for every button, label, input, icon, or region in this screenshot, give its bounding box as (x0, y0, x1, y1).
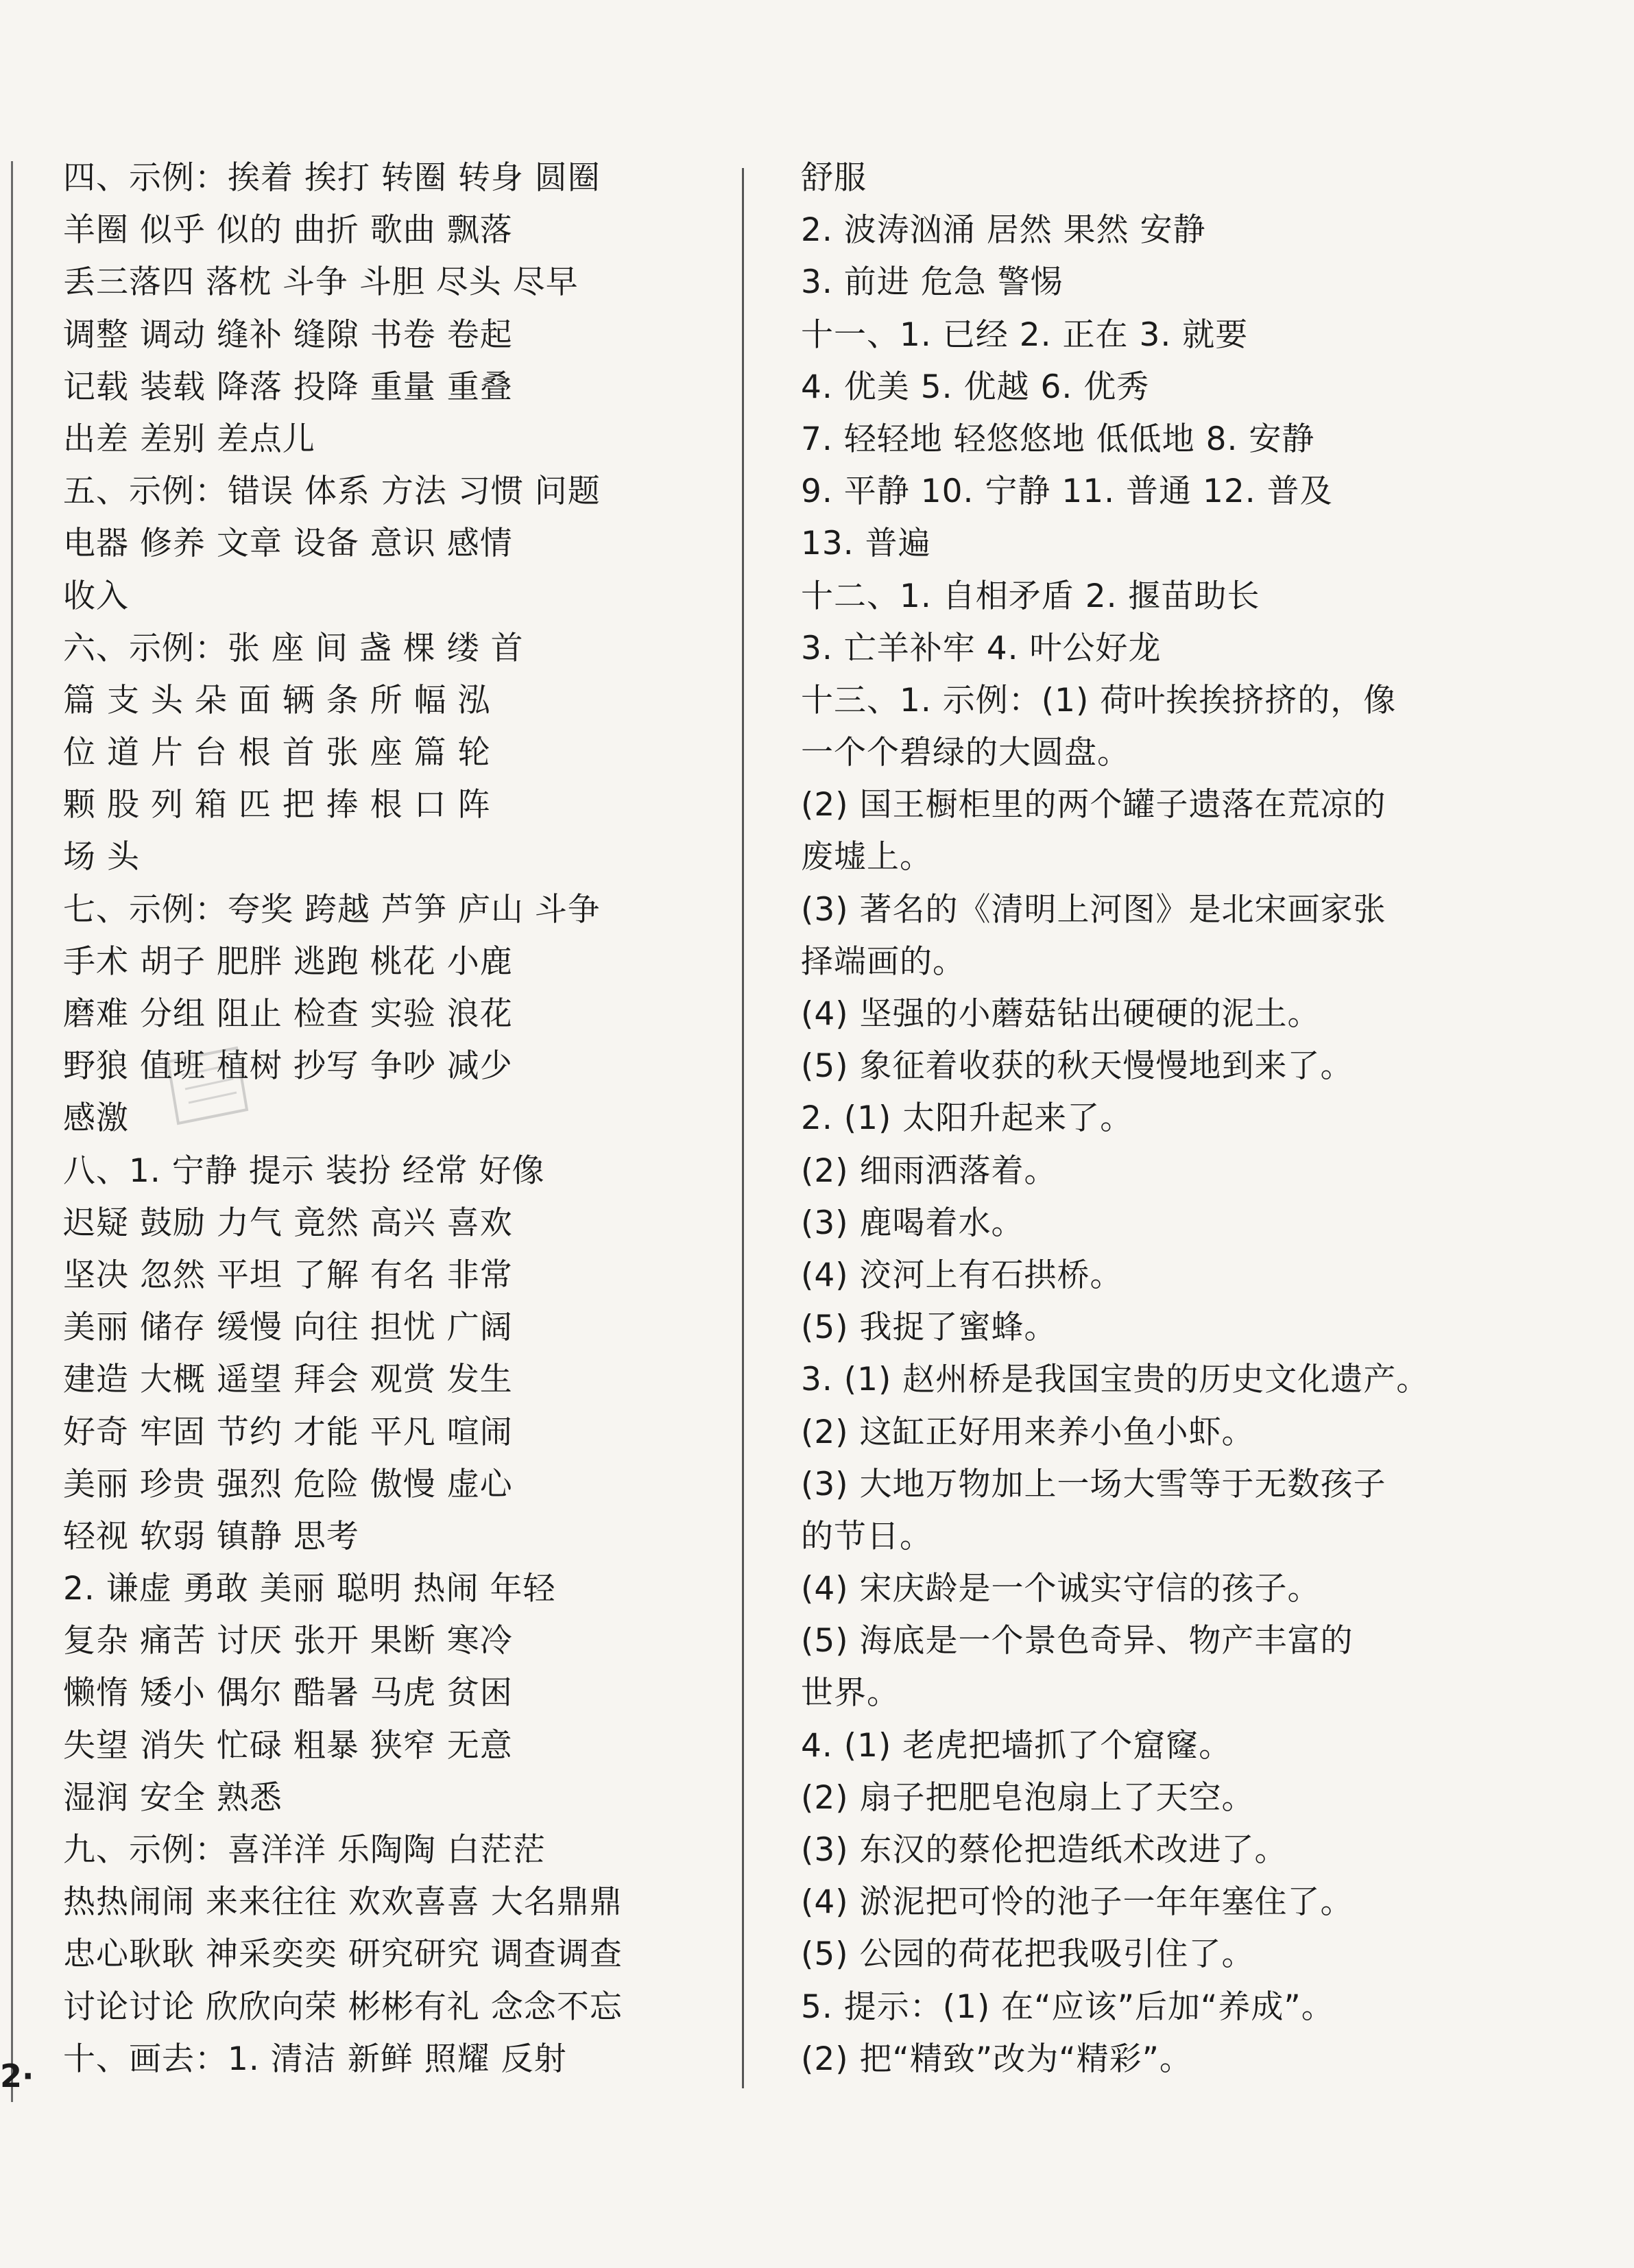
answer-line: (2) 把“精致”改为“精彩”。 (801, 2040, 1192, 2078)
answer-line: 建造 大概 遥望 拜会 观赏 发生 (63, 1361, 513, 1399)
answer-line: 废墟上。 (801, 838, 933, 876)
answer-line: (5) 公园的荷花把我吸引住了。 (801, 1935, 1255, 1974)
answer-line: 位 道 片 台 根 首 张 座 篇 轮 (63, 734, 491, 772)
answer-line: 舒服 (801, 159, 867, 197)
answer-line: 2. (1) 太阳升起来了。 (801, 1099, 1133, 1138)
answer-line: 忠心耿耿 神采奕奕 研究研究 调查调查 (63, 1935, 623, 1974)
answer-line: 13. 普遍 (801, 525, 931, 563)
answer-line: 电器 修养 文章 设备 意识 感情 (63, 525, 513, 563)
answer-line: 3. (1) 赵州桥是我国宝贵的历史文化遗产。 (801, 1361, 1430, 1399)
answer-line: 颗 股 列 箱 匹 把 捧 根 口 阵 (63, 786, 491, 824)
answer-line: 5. 提示：(1) 在“应该”后加“养成”。 (801, 1988, 1334, 2026)
right-column (801, 152, 1487, 2086)
answer-line: 4. (1) 老虎把墙抓了个窟窿。 (801, 1726, 1232, 1765)
answer-line: 十三、1. 示例：(1) 荷叶挨挨挤挤的，像 (801, 681, 1397, 719)
answer-line: 讨论讨论 欣欣向荣 彬彬有礼 念念不忘 (63, 1988, 623, 2026)
answer-line: 9. 平静 10. 宁静 11. 普通 12. 普及 (801, 473, 1333, 511)
answer-line: 2. 谦虚 勇敢 美丽 聪明 热闹 年轻 (63, 1570, 556, 1608)
answer-line: 3. 亡羊补牢 4. 叶公好龙 (801, 629, 1162, 667)
page-number: 2· (0, 2057, 34, 2094)
answer-line: 六、示例：张 座 间 盏 棵 缕 首 (63, 629, 524, 667)
answer-line: 失望 消失 忙碌 粗暴 狭窄 无意 (63, 1726, 513, 1765)
answer-line: 坚决 忽然 平坦 了解 有名 非常 (63, 1256, 513, 1294)
answer-line: 十一、1. 已经 2. 正在 3. 就要 (801, 315, 1249, 354)
answer-line: 八、1. 宁静 提示 装扮 经常 好像 (63, 1151, 545, 1190)
answer-line: (2) 细雨洒落着。 (801, 1151, 1057, 1190)
answer-line: (4) 宋庆龄是一个诚实守信的孩子。 (801, 1570, 1321, 1608)
answer-line: 出差 差别 差点儿 (63, 420, 315, 458)
answer-line: 好奇 牢固 节约 才能 平凡 喧闹 (63, 1413, 513, 1451)
answer-line: 世界。 (801, 1674, 900, 1712)
answer-line: 野狼 值班 植树 抄写 争吵 减少 (63, 1047, 513, 1086)
answer-line: 美丽 珍贵 强烈 危险 傲慢 虚心 (63, 1465, 513, 1503)
answer-line: (4) 洨河上有石拱桥。 (801, 1256, 1123, 1294)
answer-line: (2) 国王橱柜里的两个罐子遗落在荒凉的 (801, 786, 1386, 824)
answer-line: 懒惰 矮小 偶尔 酷暑 马虎 贫困 (63, 1674, 513, 1712)
answer-line: 手术 胡子 肥胖 逃跑 桃花 小鹿 (63, 942, 513, 981)
answer-line: 轻视 软弱 镇静 思考 (63, 1517, 359, 1555)
answer-line: (3) 大地万物加上一场大雪等于无数孩子 (801, 1465, 1386, 1503)
answer-line: 场 头 (63, 838, 140, 876)
answer-line: 羊圈 似乎 似的 曲折 歌曲 飘落 (63, 211, 513, 250)
answer-line: 复杂 痛苦 讨厌 张开 果断 寒冷 (63, 1622, 513, 1660)
answer-line: 五、示例：错误 体系 方法 习惯 问题 (63, 473, 601, 511)
answer-line: 2. 波涛汹涌 居然 果然 安静 (801, 211, 1206, 250)
answer-line: (2) 扇子把肥皂泡扇上了天空。 (801, 1778, 1255, 1817)
answer-line: 九、示例：喜洋洋 乐陶陶 白茫茫 (63, 1831, 546, 1869)
answer-line: 择端画的。 (801, 942, 965, 981)
answer-line: (3) 著名的《清明上河图》是北宋画家张 (801, 890, 1386, 929)
answer-line: 收入 (63, 577, 129, 615)
answer-line: (3) 东汉的蔡伦把造纸术改进了。 (801, 1831, 1288, 1869)
answer-line: 热热闹闹 来来往往 欢欢喜喜 大名鼎鼎 (63, 1883, 623, 1922)
answer-line: 一个个碧绿的大圆盘。 (801, 734, 1130, 772)
answer-line: (4) 坚强的小蘑菇钻出硬硬的泥土。 (801, 995, 1321, 1033)
answer-line: (5) 海底是一个景色奇异、物产丰富的 (801, 1622, 1354, 1660)
answer-line: (4) 淤泥把可怜的池子一年年塞住了。 (801, 1883, 1354, 1922)
answer-line: 四、示例：挨着 挨打 转圈 转身 圆圈 (63, 159, 601, 197)
answer-line: 3. 前进 危急 警惕 (801, 263, 1064, 302)
answer-line: 的节日。 (801, 1517, 933, 1555)
answer-line: (3) 鹿喝着水。 (801, 1204, 1024, 1242)
answer-line: (2) 这缸正好用来养小鱼小虾。 (801, 1413, 1255, 1451)
answer-line: (5) 象征着收获的秋天慢慢地到来了。 (801, 1047, 1354, 1086)
page-edge-line (11, 161, 13, 2102)
answer-line: (5) 我捉了蜜蜂。 (801, 1309, 1057, 1347)
answer-line: 调整 调动 缝补 缝隙 书卷 卷起 (63, 315, 513, 354)
answer-line: 感激 (63, 1099, 129, 1138)
answer-line: 丢三落四 落枕 斗争 斗胆 尽头 尽早 (63, 263, 579, 302)
answer-line: 磨难 分组 阻止 检查 实验 浪花 (63, 995, 513, 1033)
left-column (63, 152, 749, 2086)
answer-line: 湿润 安全 熟悉 (63, 1778, 283, 1817)
answer-line: 7. 轻轻地 轻悠悠地 低低地 8. 安静 (801, 420, 1315, 458)
answer-line: 美丽 储存 缓慢 向往 担忧 广阔 (63, 1309, 513, 1347)
answer-line: 篇 支 头 朵 面 辆 条 所 幅 泓 (63, 681, 491, 719)
answer-line: 七、示例：夸奖 跨越 芦笋 庐山 斗争 (63, 890, 601, 929)
answer-line: 十、画去：1. 清洁 新鲜 照耀 反射 (63, 2040, 567, 2078)
answer-line: 十二、1. 自相矛盾 2. 揠苗助长 (801, 577, 1260, 615)
answer-line: 迟疑 鼓励 力气 竟然 高兴 喜欢 (63, 1204, 513, 1242)
answer-line: 4. 优美 5. 优越 6. 优秀 (801, 368, 1150, 406)
answer-line: 记载 装载 降落 投降 重量 重叠 (63, 368, 513, 406)
